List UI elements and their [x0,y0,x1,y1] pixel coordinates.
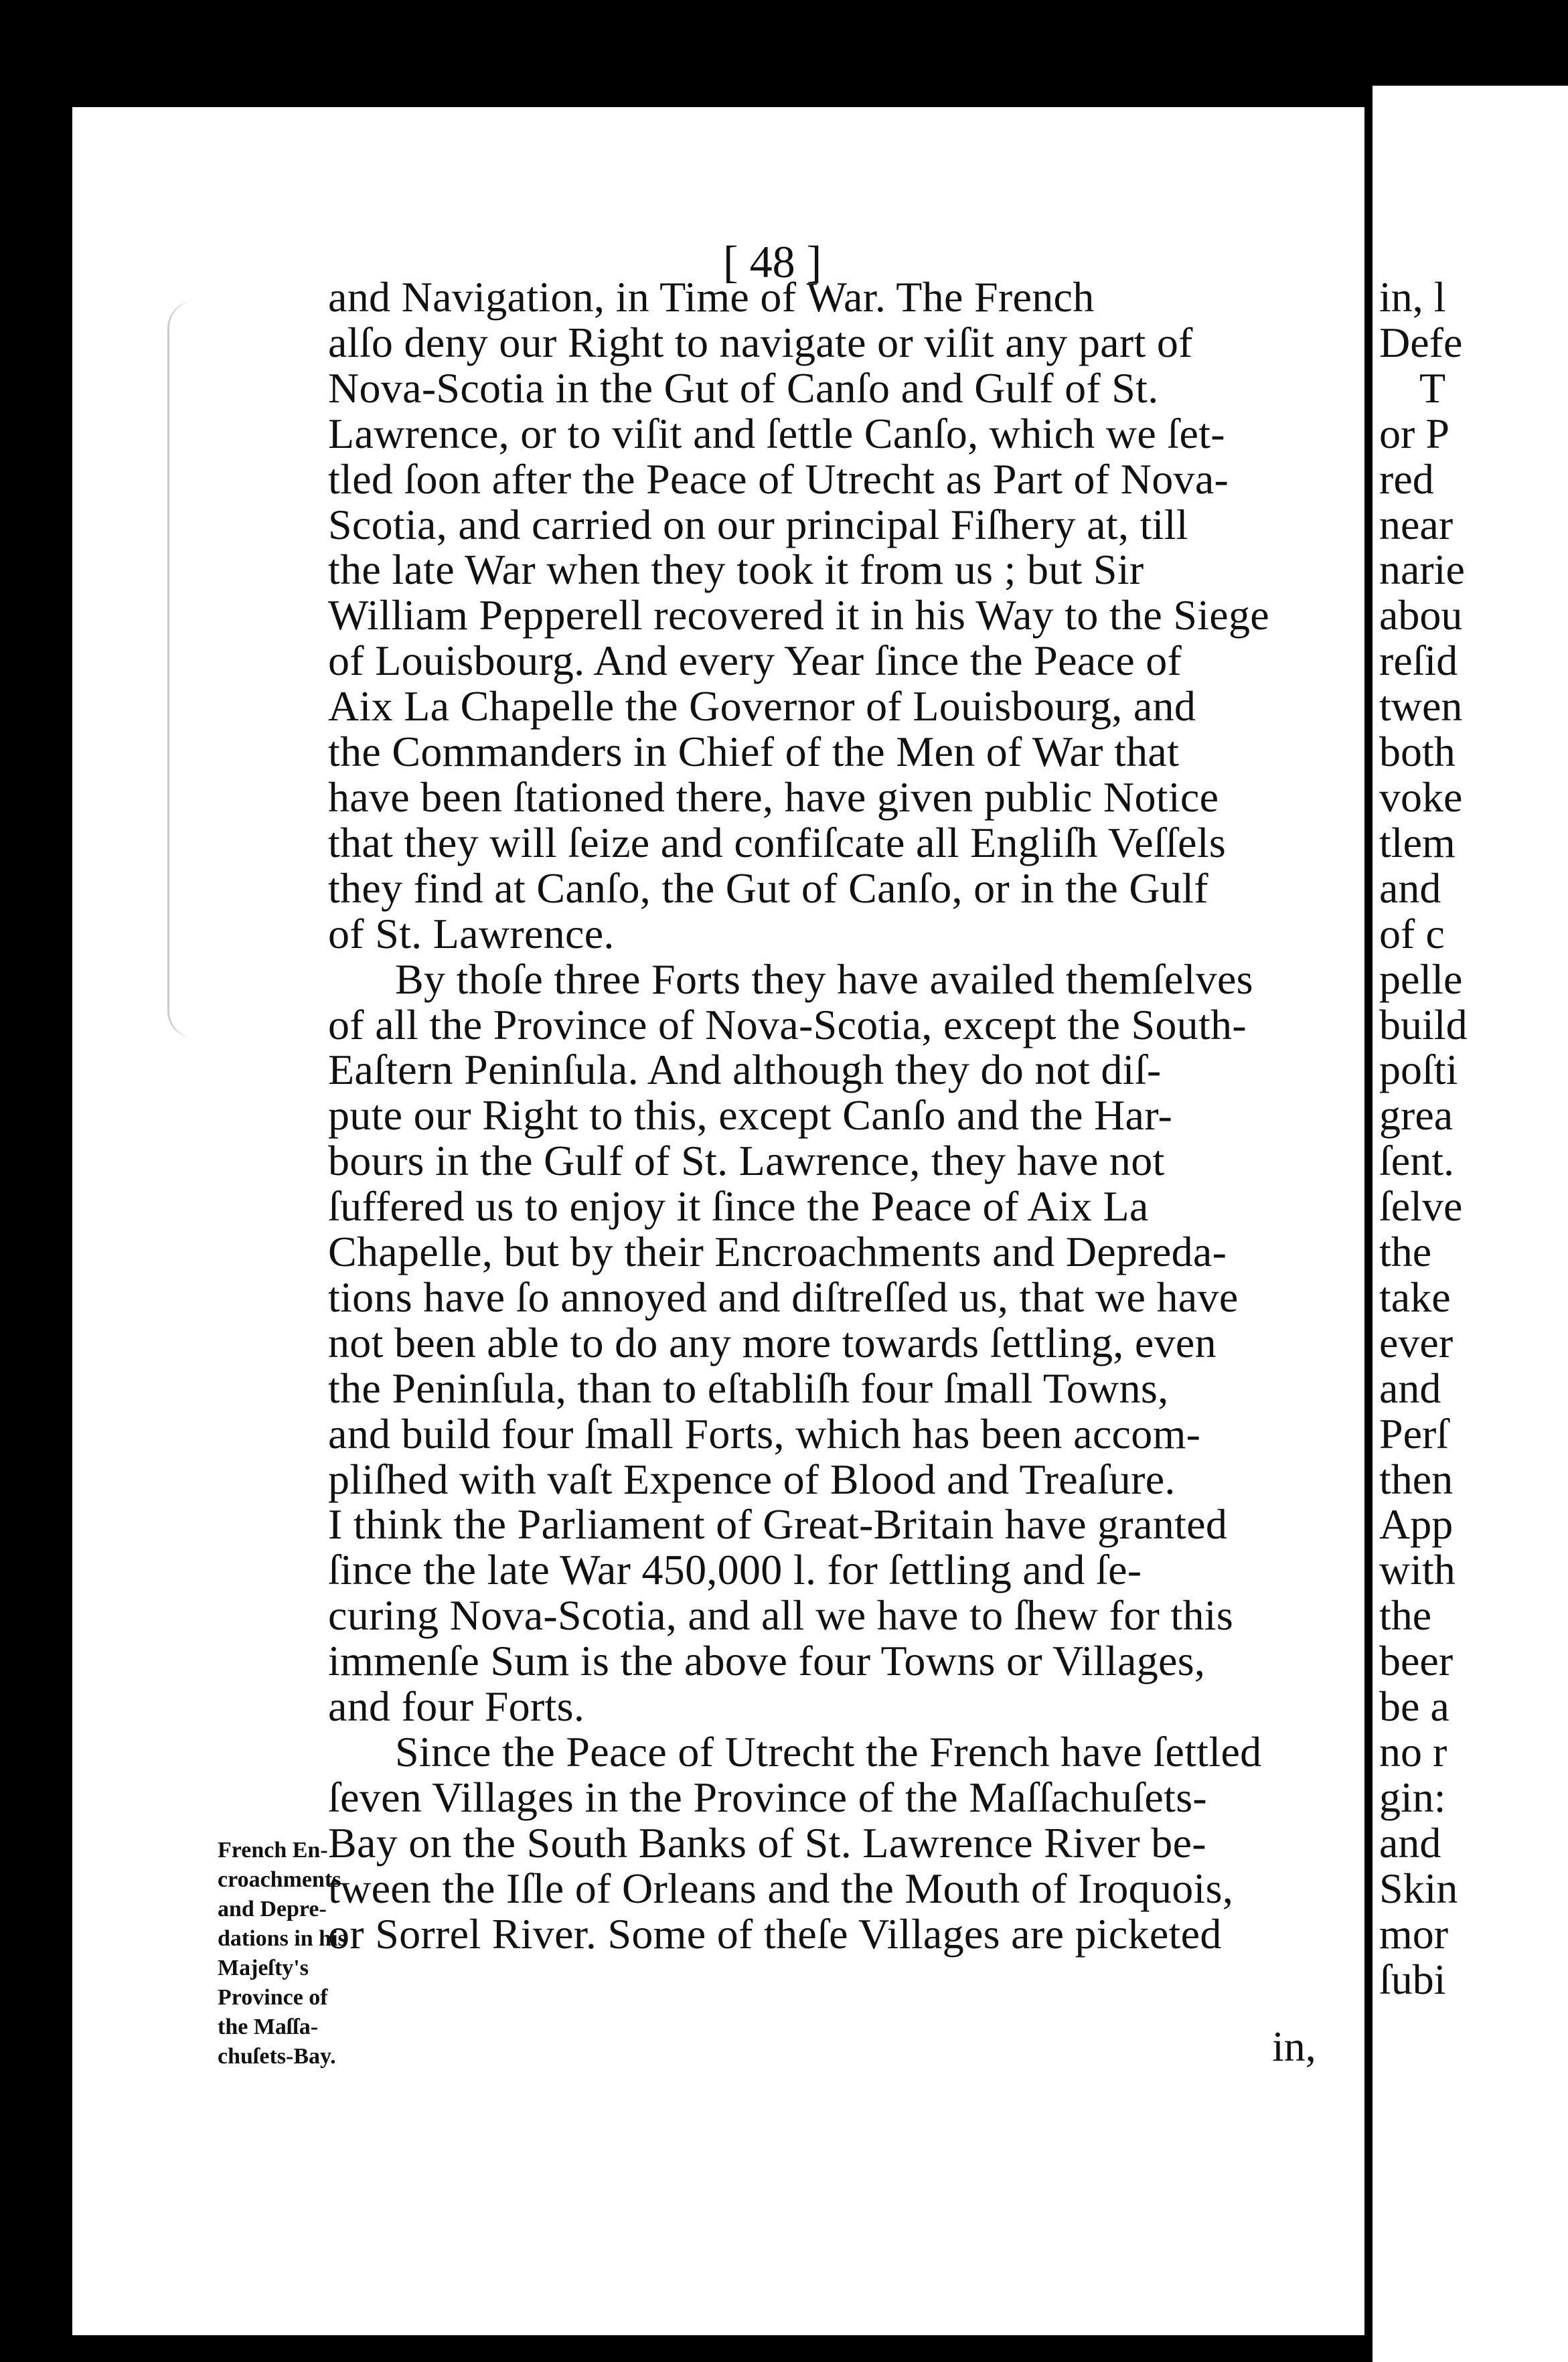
facing-text-line: with [1379,1546,1456,1594]
text-line: Lawrence, or to viſit and ſettle Canſo, which we ſet- [328,409,1225,457]
marginal-note-line: Province of [218,1985,328,2010]
marginal-note-line: Majeſty's [218,1956,309,1980]
margin-mark [167,301,196,1038]
text-line: the Commanders in Chief of the Men of War that [328,728,1180,776]
text-line: and Navigation, in Time of War. The French [328,273,1095,321]
body-text [328,274,1319,1957]
text-line: they find at Canſo, the Gut of Canſo, or in the Gulf [328,864,1208,912]
text-line: and build four ſmall Forts, which has been accom- [328,1409,1201,1458]
facing-text-line: narie [1379,546,1465,594]
text-line: that they will ſeize and confiſcate all Engliſh Veſſels [328,818,1227,866]
facing-text-line: build [1379,1000,1468,1048]
facing-page [1373,86,1568,2362]
text-line: immenſe Sum is the above four Towns or Villages, [328,1637,1206,1685]
facing-text-line: and [1379,1818,1441,1867]
catchword: in, [1272,2023,1316,2070]
text-line: Nova-Scotia in the Gut of Canſo and Gulf of St. [328,364,1159,412]
facing-text-line: in, l [1379,273,1446,321]
text-line: and four Forts. [328,1682,585,1731]
marginal-note-line: and Depre- [218,1897,327,1921]
text-line: William Pepperell recovered it in his Way to the Siege [328,591,1270,639]
text-line: alſo deny our Right to navigate or viſit any part of [328,318,1193,366]
marginal-note-line: chuſets-Bay. [218,2044,336,2069]
text-line: By thoſe three Forts they have availed themſelves [395,955,1253,1003]
text-line: bours in the Gulf of St. Lawrence, they have not [328,1137,1165,1185]
text-line: of St. Lawrence. [328,909,615,957]
text-line: or Sorrel River. Some of theſe Villages are picketed [328,1909,1222,1958]
facing-text-line: gin: [1379,1773,1446,1821]
facing-text-line: the [1379,1591,1432,1640]
marginal-note-line: croachments [218,1867,341,1892]
text-line: Bay on the South Banks of St. Lawrence River be- [328,1818,1206,1867]
text-line: tween the Iſle of Orleans and the Mouth of Iroquois, [328,1864,1234,1912]
facing-text-line: App [1379,1500,1454,1549]
facing-text-line: near [1379,500,1454,548]
facing-text-line: and [1379,1364,1441,1412]
text-line: curing Nova-Scotia, and all we have to ſhew for this [328,1591,1234,1640]
facing-text-line: poſti [1379,1046,1458,1094]
text-line: pute our Right to this, except Canſo and the Har- [328,1091,1173,1139]
text-line: of Louisbourg. And every Year ſince the Peace of [328,637,1182,685]
text-line: Scotia, and carried on our principal Fiſhery at, till [328,500,1188,548]
facing-text-line: twen [1379,682,1463,730]
facing-text-line: reſid [1379,637,1458,685]
text-line: the Peninſula, than to eſtabliſh four ſmall Towns, [328,1364,1169,1412]
page-number: [ 48 ] [723,236,822,287]
facing-text-line: and [1379,864,1441,912]
marginal-note-line: the Maſſa- [218,2015,319,2039]
facing-text-line: mor [1379,1909,1449,1958]
text-line: Since the Peace of Utrecht the French have ſettled [395,1728,1262,1776]
facing-text-line: pelle [1379,955,1463,1003]
text-line: the late War when they took it from us ; but Sir [328,546,1144,594]
facing-text-line: tlem [1379,818,1456,866]
text-line: pliſhed with vaſt Expence of Blood and Treaſure. [328,1455,1176,1503]
facing-text-line: red [1379,455,1434,503]
text-line: Chapelle, but by their Encroachments and Depreda- [328,1228,1227,1276]
facing-text-line: voke [1379,773,1463,821]
facing-text-line: take [1379,1273,1451,1321]
facing-text-line: grea [1379,1091,1454,1139]
facing-text-line: of c [1379,909,1445,957]
text-line: ſuffered us to enjoy it ſince the Peace of Aix La [328,1182,1149,1231]
text-line: of all the Province of Nova-Scotia, except the South- [328,1000,1247,1048]
text-line: ſeven Villages in the Province of the Maſſachuſets- [328,1773,1208,1821]
facing-text-line: Defe [1379,318,1463,366]
marginal-note [218,1836,385,2071]
facing-text-line: Skin [1379,1864,1458,1912]
facing-text-line: the [1379,1228,1432,1276]
facing-text-line: no r [1379,1728,1447,1776]
text-line: tled ſoon after the Peace of Utrecht as Part of Nova- [328,455,1229,503]
text-line: Aix La Chapelle the Governor of Louisbourg, and [328,682,1196,730]
facing-text-line: or P [1379,409,1449,457]
text-line: ſince the late War 450,000 l. for ſettling and ſe- [328,1546,1142,1594]
facing-text-line: Perſ [1379,1409,1449,1458]
facing-text-line: be a [1379,1682,1449,1731]
text-line: have been ſtationed there, have given public Notice [328,773,1219,821]
text-line: Eaſtern Peninſula. And although they do not diſ- [328,1046,1162,1094]
facing-text-line: ſubi [1379,1955,1446,2003]
facing-text-line: abou [1379,591,1463,639]
facing-page-text [1379,274,1468,2002]
facing-text-line: ſelve [1379,1182,1463,1231]
text-line: tions have ſo annoyed and diſtreſſed us, that we have [328,1273,1239,1321]
facing-text-line: both [1379,728,1456,776]
facing-text-line: ſent. [1379,1137,1454,1185]
page-gutter [1364,86,1373,2362]
text-line: I think the Parliament of Great-Britain have granted [328,1500,1228,1549]
facing-text-line: T [1419,364,1446,412]
text-line: not been able to do any more towards ſettling, even [328,1318,1217,1366]
facing-text-line: then [1379,1455,1454,1503]
marginal-note-line: French En- [218,1838,328,1863]
facing-text-line: beer [1379,1637,1454,1685]
marginal-note-line: dations in his [218,1926,347,1951]
facing-text-line: ever [1379,1318,1454,1366]
